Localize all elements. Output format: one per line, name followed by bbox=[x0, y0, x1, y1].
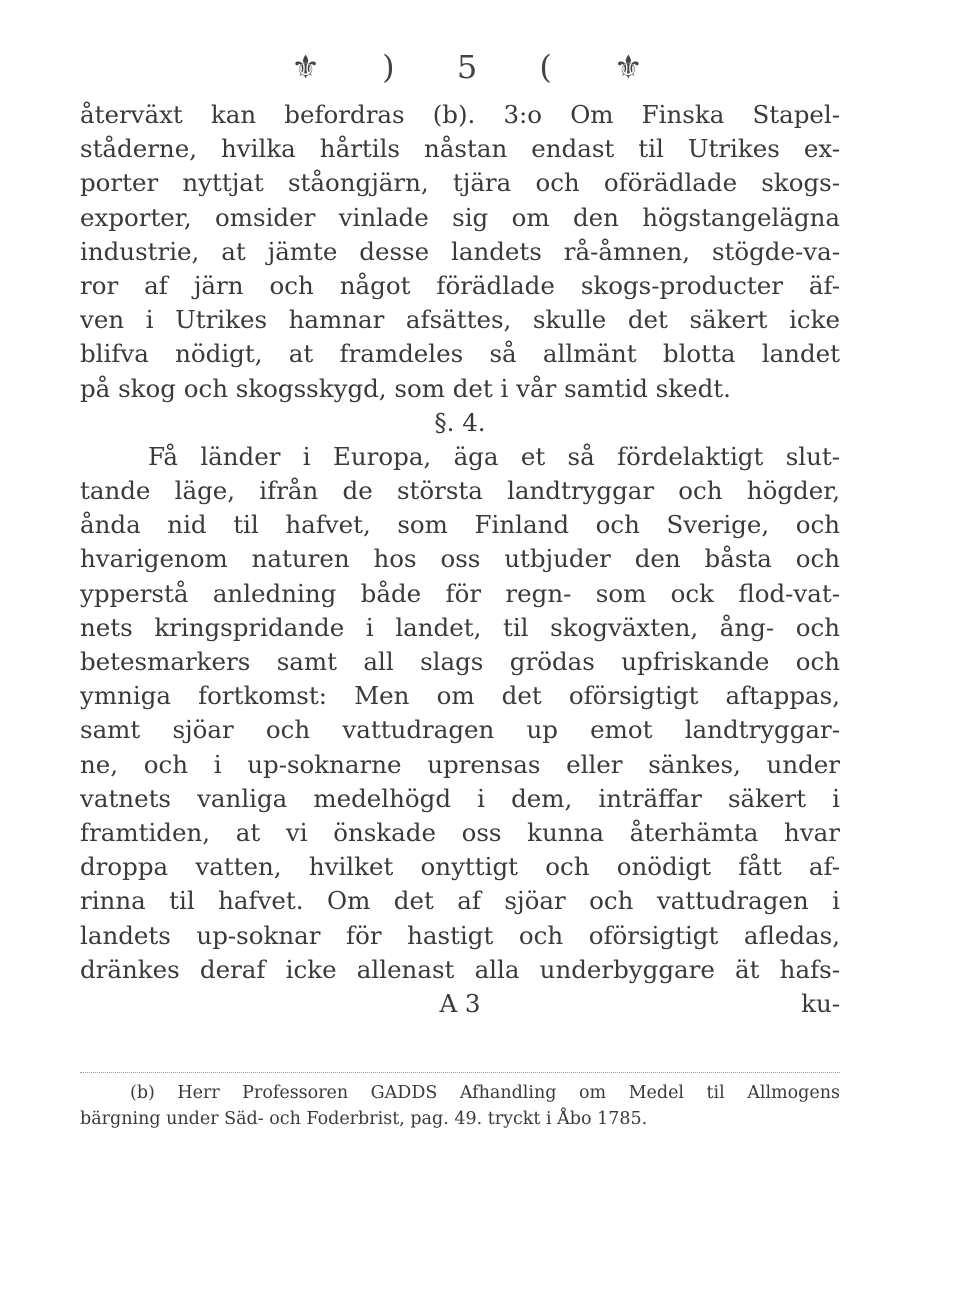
text-line: rinna til hafvet. Om det af sjöar och vattudragen i bbox=[80, 886, 840, 916]
signature-line bbox=[80, 987, 840, 1021]
text-line: framtiden, at vi önskade oss kunna återhämta hvar bbox=[80, 817, 840, 847]
text-line: hvarigenom naturen hos oss utbjuder den båsta och bbox=[80, 544, 840, 574]
text-line: ymniga fortkomst: Men om det oförsigtigt aftappas, bbox=[80, 681, 840, 711]
text-line: ven i Utrikes hamnar afsättes, skulle det säkert icke bbox=[80, 305, 840, 335]
main-text bbox=[80, 98, 840, 1021]
text-line: nets kringspridande i landet, til skogväxten, ång- och bbox=[80, 612, 840, 642]
footnote-divider bbox=[80, 1072, 840, 1073]
text-line: betesmarkers samt all slags grödas upfriskande och bbox=[80, 647, 840, 676]
footnote bbox=[80, 1080, 840, 1132]
text-line: ståderne, hvilka hårtils nåstan endast til Utrikes ex- bbox=[80, 134, 840, 164]
section-heading: §. 4. bbox=[434, 407, 486, 437]
text-line: landets up-soknar för hastigt och oförsigtigt afledas, bbox=[80, 920, 840, 950]
text-line: ånda nid til hafvet, som Finland och Sverige, och bbox=[80, 510, 840, 540]
text-line: återväxt kan befordras (b). 3:o Om Finska Stapel- bbox=[80, 100, 840, 129]
page-header-ornament: ⚜ ) 5 ( ⚜ bbox=[291, 48, 669, 86]
text-line: ror af järn och något förädlade skogs-producter äf- bbox=[80, 270, 840, 300]
text-line: blifva nödigt, at framdeles så allmänt blotta landet bbox=[80, 339, 840, 369]
text-line: porter nyttjat ståongjärn, tjära och oförädlade skogs- bbox=[80, 168, 840, 198]
text-line: på skog och skogsskygd, som det i vår samtid skedt. bbox=[80, 373, 731, 403]
text-line: ne, och i up-soknarne uprensas eller sänkes, under bbox=[80, 749, 840, 779]
catchword: ku- bbox=[801, 988, 840, 1018]
text-line: tande läge, ifrån de största landtryggar och högder, bbox=[80, 476, 840, 506]
text-line: industrie, at jämte desse landets rå-åmnen, stögde-va- bbox=[80, 236, 840, 266]
text-line: exporter, omsider vinlade sig om den högstangelägna bbox=[80, 202, 840, 232]
footnote-line: bärgning under Säd- och Foderbrist, pag. 49. tryckt i Åbo 1785. bbox=[80, 1109, 648, 1129]
text-line: droppa vatten, hvilket onyttigt och onödigt fått af- bbox=[80, 852, 840, 882]
signature-mark: A 3 bbox=[439, 988, 481, 1018]
footnote-line: (b) Herr Professoren GADDS Afhandling om Medel til Allmogens bbox=[130, 1083, 840, 1103]
text-line: samt sjöar och vattudragen up emot landtryggar- bbox=[80, 715, 840, 745]
text-line: ypperstå anledning både för regn- som ock flod-vat- bbox=[80, 578, 840, 608]
text-line: Få länder i Europa, äga et så fördelaktigt slut- bbox=[148, 441, 840, 471]
text-line: dränkes deraf icke allenast alla underbyggare ät hafs- bbox=[80, 954, 840, 984]
text-line: vatnets vanliga medelhögd i dem, inträffar säkert i bbox=[80, 783, 840, 813]
